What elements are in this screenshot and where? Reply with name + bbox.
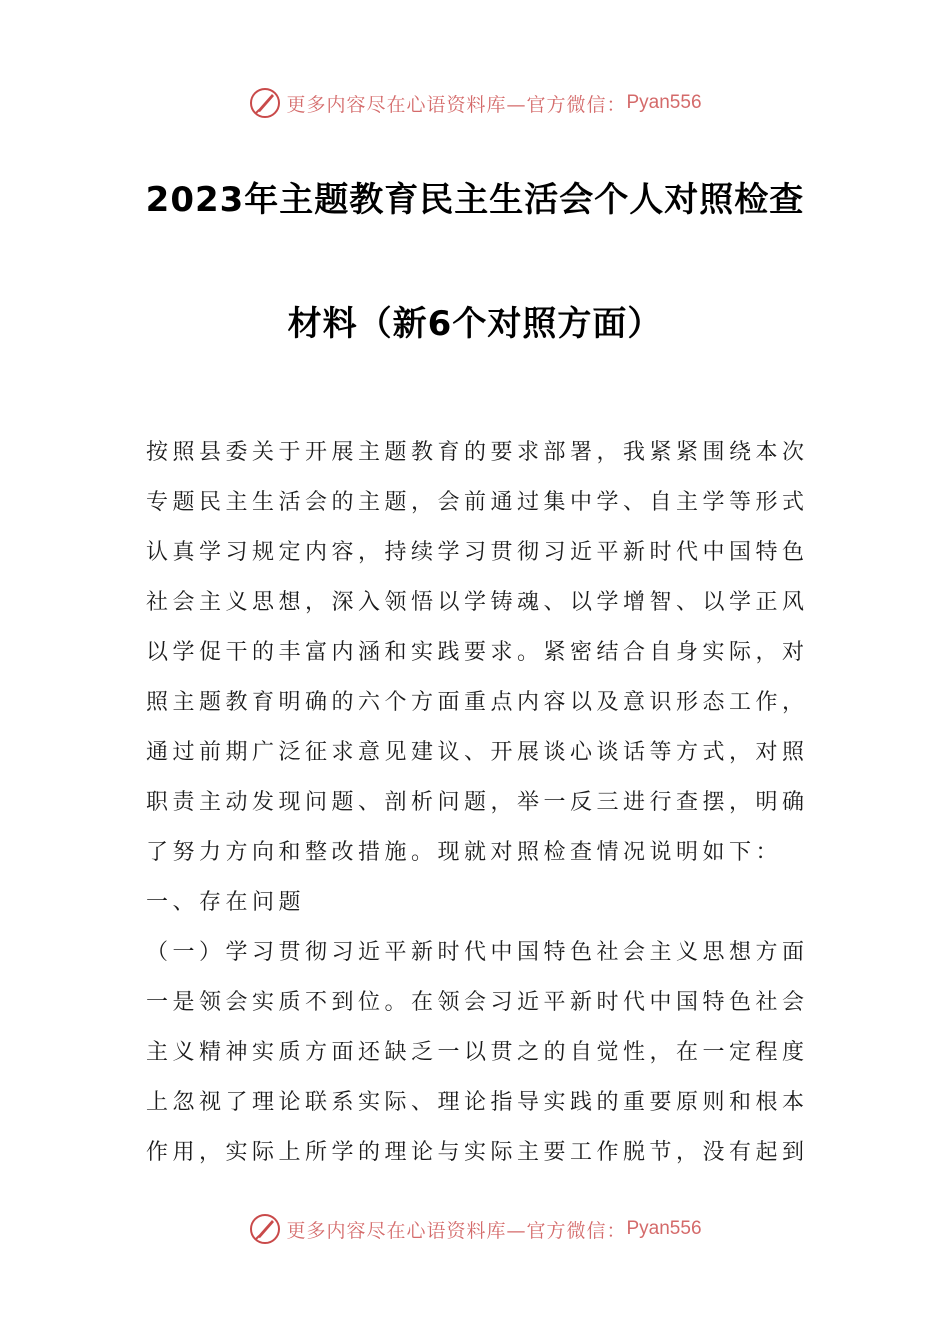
body-line: 专题民主生活会的主题，会前通过集中学、自主学等形式 bbox=[146, 490, 809, 515]
body-line: 社会主义思想，深入领悟以学铸魂、以学增智、以学正风 bbox=[146, 590, 809, 615]
document-title-line-2: 材料（新6个对照方面） bbox=[287, 304, 663, 344]
quill-pen-logo-icon bbox=[248, 1212, 282, 1246]
watermark-text: 更多内容尽在心语资料库—官方微信： bbox=[286, 1219, 627, 1242]
watermark-wechat-id: Pyan556 bbox=[626, 92, 702, 113]
section-heading: 一、存在问题 bbox=[146, 890, 306, 915]
footer-watermark bbox=[0, 1212, 950, 1246]
body-line: 按照县委关于开展主题教育的要求部署，我紧紧围绕本次 bbox=[146, 440, 809, 465]
body-line: 上忽视了理论联系实际、理论指导实践的重要原则和根本 bbox=[146, 1090, 809, 1115]
watermark-text: 更多内容尽在心语资料库—官方微信： bbox=[286, 93, 627, 116]
watermark-wechat-id: Pyan556 bbox=[626, 1218, 702, 1239]
body-line: 了努力方向和整改措施。现就对照检查情况说明如下： bbox=[146, 840, 783, 865]
document-title-line-1: 2023年主题教育民主生活会个人对照检查 bbox=[145, 180, 805, 220]
body-line: 一是领会实质不到位。在领会习近平新时代中国特色社会 bbox=[146, 990, 809, 1015]
header-watermark bbox=[0, 86, 950, 120]
body-line: 职责主动发现问题、剖析问题，举一反三进行查摆，明确 bbox=[146, 790, 809, 815]
document-body bbox=[146, 428, 809, 1178]
quill-pen-logo-icon bbox=[248, 86, 282, 120]
body-line: 照主题教育明确的六个方面重点内容以及意识形态工作， bbox=[146, 690, 809, 715]
body-line: 主义精神实质方面还缺乏一以贯之的自觉性，在一定程度 bbox=[146, 1040, 809, 1065]
subsection-heading: （一）学习贯彻习近平新时代中国特色社会主义思想方面 bbox=[146, 940, 809, 965]
body-line: 作用，实际上所学的理论与实际主要工作脱节，没有起到 bbox=[146, 1140, 809, 1165]
body-line: 通过前期广泛征求意见建议、开展谈心谈话等方式，对照 bbox=[146, 740, 809, 765]
body-line: 认真学习规定内容，持续学习贯彻习近平新时代中国特色 bbox=[146, 540, 809, 565]
body-line: 以学促干的丰富内涵和实践要求。紧密结合自身实际，对 bbox=[146, 640, 809, 665]
